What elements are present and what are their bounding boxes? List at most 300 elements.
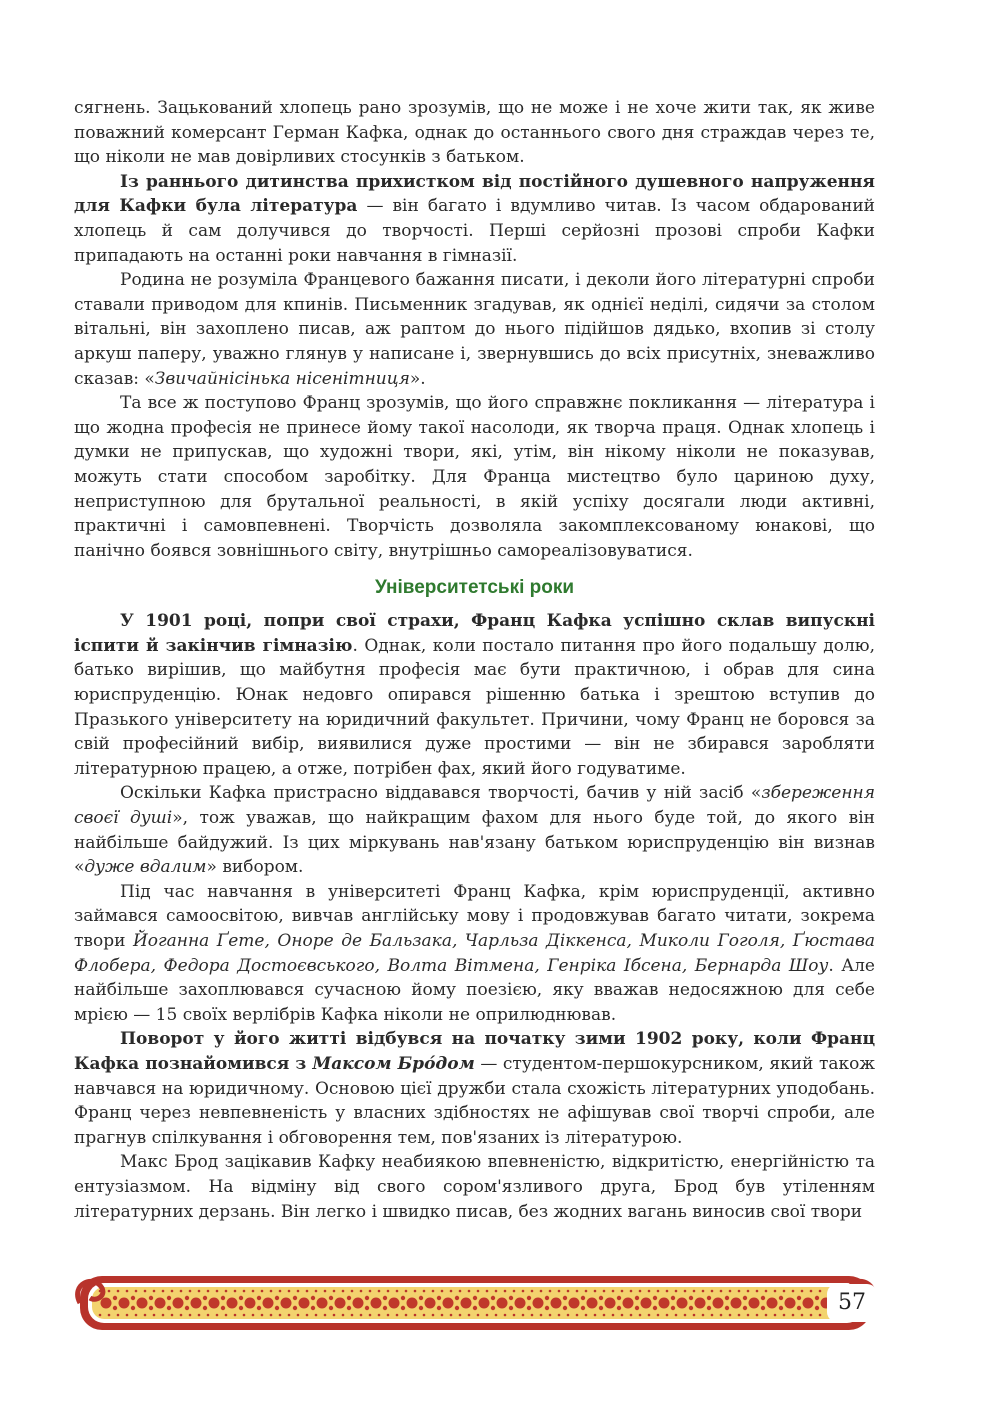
ornament-bead xyxy=(297,1314,300,1317)
text-run: Під час навчання в університеті Франц Кафка, крім юриспруденції, активно займався самоосвітою, вивчав англійську мову і продовжував багато читати, зокрема твори xyxy=(74,881,875,951)
ornament-motif xyxy=(659,1298,670,1309)
ornament-bead xyxy=(396,1314,399,1317)
ornament-bead xyxy=(729,1314,732,1317)
ornament-bead xyxy=(513,1314,516,1317)
ornament-dot xyxy=(149,1306,153,1310)
ornament-bead xyxy=(504,1290,507,1293)
ornament-motif xyxy=(623,1298,634,1309)
ornament-bead xyxy=(225,1314,228,1317)
emphasis-run: Звичайнісінька нісенітниця xyxy=(154,368,410,389)
ornament-bead xyxy=(423,1290,426,1293)
emphasis-run: Поворот у його житті відбувся на початку зими 1902 року, коли Франц Кафка познайомився з xyxy=(74,1029,875,1074)
ornament-dot xyxy=(473,1306,477,1310)
ornament-motif xyxy=(641,1298,652,1309)
ornament-bead xyxy=(801,1314,804,1317)
ornament-bead xyxy=(477,1314,480,1317)
ornament-dot xyxy=(743,1306,747,1310)
ornament-dot xyxy=(311,1306,315,1310)
ornament-bead xyxy=(108,1290,111,1293)
ornament-motif xyxy=(173,1298,184,1309)
paragraph xyxy=(74,96,875,170)
ornament-bead xyxy=(108,1314,111,1317)
ornament-dot xyxy=(545,1306,549,1310)
ornament-bead xyxy=(459,1314,462,1317)
ornament-dot xyxy=(455,1306,459,1310)
text-run: Макс Брод зацікавив Кафку неабиякою впевненістю, відкритістю, енергійністю та ентузіазмом. На відміну від свого сором'язливого друга, Брод був утіленням літературних дерзань. Він легко і швидко писав, без жодних вагань виносив свої твори xyxy=(74,1152,875,1222)
ornament-bead xyxy=(738,1290,741,1293)
ornament-bead xyxy=(216,1290,219,1293)
ornament-motif xyxy=(353,1298,364,1309)
ornament-bead xyxy=(180,1290,183,1293)
ornament-bead xyxy=(369,1314,372,1317)
paragraph xyxy=(74,391,875,563)
ornament-dot xyxy=(815,1306,819,1310)
ornament-bead xyxy=(486,1314,489,1317)
ornament-bead xyxy=(711,1314,714,1317)
ornament-dot xyxy=(239,1306,243,1310)
ornament-bead xyxy=(135,1290,138,1293)
ornament-dot xyxy=(185,1296,189,1300)
ornament-bead xyxy=(225,1290,228,1293)
ornament-bead xyxy=(585,1290,588,1293)
ornament-bead xyxy=(207,1314,210,1317)
emphasis-run: Йоганна Ґете, Оноре де Бальзака, Чарльза Діккенса, Миколи Гоголя, Ґюстава Флобера, Федора Достоєвського, Волта Вітмена, Генріка Ібсена, Бернарда Шоу xyxy=(74,931,876,976)
ornament-dot xyxy=(707,1306,711,1310)
ornament-bead xyxy=(315,1314,318,1317)
ornament-dot xyxy=(761,1296,765,1300)
ornament-bead xyxy=(288,1290,291,1293)
ornament-motif xyxy=(785,1298,796,1309)
ornament-bead xyxy=(450,1290,453,1293)
ornament-bead xyxy=(792,1290,795,1293)
ornament-bead xyxy=(252,1314,255,1317)
ornament-dot xyxy=(527,1296,531,1300)
ornament-bead xyxy=(378,1290,381,1293)
text-run: Оскільки Кафка пристрасно віддавався творчості, бачив у ній засіб « xyxy=(120,783,762,804)
ornament-bead xyxy=(522,1314,525,1317)
ornament-motif xyxy=(605,1298,616,1309)
ornament-bead xyxy=(621,1290,624,1293)
ornament-bead xyxy=(486,1290,489,1293)
ornament-bead xyxy=(171,1314,174,1317)
ornament-bead xyxy=(783,1290,786,1293)
ornament-dot xyxy=(365,1296,369,1300)
ornament-bead xyxy=(306,1314,309,1317)
ornament-dot xyxy=(167,1296,171,1300)
ornament-motif xyxy=(731,1298,742,1309)
ornament-dot xyxy=(509,1306,513,1310)
ornament-bead xyxy=(756,1290,759,1293)
ornament-bead xyxy=(765,1290,768,1293)
ornament-bead xyxy=(729,1290,732,1293)
ornament-bead xyxy=(738,1314,741,1317)
ornament-dot xyxy=(725,1306,729,1310)
ornament-motif xyxy=(371,1298,382,1309)
ornament-bead xyxy=(630,1290,633,1293)
ornament-dot xyxy=(635,1306,639,1310)
ornament-dot xyxy=(581,1296,585,1300)
ornament-bead xyxy=(162,1314,165,1317)
ornament-dot xyxy=(221,1296,225,1300)
ornament-motif xyxy=(497,1298,508,1309)
ornament-dot xyxy=(239,1296,243,1300)
ornament-bead xyxy=(414,1314,417,1317)
paragraph xyxy=(74,268,875,391)
text-run: сягнень. Зацькований хлопець рано зрозумів, що не може і не хоче жити так, як живе поважний комерсант Герман Кафка, однак до останнього свого дня страждав через те, що ніколи не мав довірливих стосунків з батьком. xyxy=(74,98,875,168)
ornament-dot xyxy=(131,1296,135,1300)
ornament-dot xyxy=(257,1296,261,1300)
ornament-bead xyxy=(810,1290,813,1293)
ornament-dot xyxy=(437,1296,441,1300)
ornament-bead xyxy=(189,1314,192,1317)
ornament-bead xyxy=(702,1314,705,1317)
ornament-dot xyxy=(293,1306,297,1310)
emphasis-run: У 1901 році, попри свої страхи, Франц Кафка успішно склав випускні іспити й закінчив гімназію xyxy=(74,611,875,656)
ornament-bead xyxy=(351,1290,354,1293)
ornament-bead xyxy=(468,1314,471,1317)
ornament-bead xyxy=(576,1314,579,1317)
ornament-dot xyxy=(365,1306,369,1310)
text-run: », тож уважав, що найкращим фахом для нього буде той, до якого він найбільше байдужий. Із цих міркувань нав'язану батьком юриспруденцію він визнав « xyxy=(74,808,875,878)
text-run: — він багато і вдумливо читав. Із часом обдарований хлопець й сам долучився до творчості. Перші серйозні прозові спроби Кафки припадають на останні роки навчання в гімназії. xyxy=(74,196,875,266)
ornament-dot xyxy=(797,1306,801,1310)
ornament-bead xyxy=(684,1314,687,1317)
ornament-dot xyxy=(815,1296,819,1300)
ornament-bead xyxy=(198,1290,201,1293)
ornament-bead xyxy=(675,1314,678,1317)
ornament-bead xyxy=(261,1290,264,1293)
ornament-bead xyxy=(720,1290,723,1293)
ornament-bead xyxy=(324,1290,327,1293)
ornament-dot xyxy=(707,1296,711,1300)
ornament-bead xyxy=(666,1290,669,1293)
ornament-motif xyxy=(137,1298,148,1309)
ornament-dot xyxy=(671,1296,675,1300)
ornament-bead xyxy=(387,1314,390,1317)
ornament-bead xyxy=(144,1314,147,1317)
ornament-dot xyxy=(275,1296,279,1300)
ornament-bead xyxy=(765,1314,768,1317)
ornament-band xyxy=(74,1270,877,1336)
ornament-bead xyxy=(243,1290,246,1293)
ornament-bead xyxy=(495,1290,498,1293)
paragraph xyxy=(74,170,875,268)
ornament-motif xyxy=(461,1298,472,1309)
ornament-dot xyxy=(545,1296,549,1300)
ornament-bead xyxy=(774,1314,777,1317)
ornament-bead xyxy=(117,1314,120,1317)
ornament-motif xyxy=(227,1298,238,1309)
ornament-bead xyxy=(612,1290,615,1293)
section-heading: Університетські роки xyxy=(374,577,575,599)
ornament-motif xyxy=(587,1298,598,1309)
ornament-bead xyxy=(594,1290,597,1293)
ornament-dot xyxy=(275,1306,279,1310)
ornament-bead xyxy=(360,1290,363,1293)
ornament-bead xyxy=(369,1290,372,1293)
ornament-bead xyxy=(666,1314,669,1317)
ornament-motif xyxy=(569,1298,580,1309)
text-run: . Однак, коли постало питання про його подальшу долю, батько вирішив, що майбутня професія має бути практичною, і обрав для сина юриспруденцію. Юнак недовго опирався рішенню батька і зрештою вступив до Празького університету на юридичний факультет. Причини, чому Франц не боровся за свій професійний вибір, виявилися дуже простими — він не збирався заробляти літературною працею, а отже, потрібен фах, який його годуватиме. xyxy=(74,635,875,779)
ornament-motif xyxy=(425,1298,436,1309)
ornament-bead xyxy=(405,1290,408,1293)
ornament-bead xyxy=(423,1314,426,1317)
ornament-dot xyxy=(761,1306,765,1310)
ornament-bead xyxy=(306,1290,309,1293)
emphasis-run: збереження своєї душі xyxy=(74,783,875,829)
ornament-bead xyxy=(558,1290,561,1293)
page-body xyxy=(74,96,875,1224)
ornament-bead xyxy=(468,1290,471,1293)
ornament-bead xyxy=(576,1290,579,1293)
ornament-bead xyxy=(531,1290,534,1293)
emphasis-run: дуже вдалим xyxy=(84,857,207,878)
ornament-motif xyxy=(335,1298,346,1309)
ornament-bead xyxy=(180,1314,183,1317)
ornament-bead xyxy=(747,1290,750,1293)
ornament-dot xyxy=(599,1296,603,1300)
ornament-bead xyxy=(513,1290,516,1293)
ornament-dot xyxy=(743,1296,747,1300)
ornament-bead xyxy=(693,1290,696,1293)
ornament-motif xyxy=(749,1298,760,1309)
ornament-bead xyxy=(783,1314,786,1317)
ornament-dot xyxy=(779,1306,783,1310)
ornament-dot xyxy=(725,1296,729,1300)
ornament-bead xyxy=(756,1314,759,1317)
ornament-bead xyxy=(378,1314,381,1317)
ornament-bead xyxy=(342,1290,345,1293)
ornament-bead xyxy=(675,1290,678,1293)
ornament-dot xyxy=(599,1306,603,1310)
ornament-dot xyxy=(347,1306,351,1310)
ornament-bead xyxy=(603,1314,606,1317)
ornament-bead xyxy=(549,1290,552,1293)
text-block-bottom xyxy=(74,609,875,1224)
ornament-dot xyxy=(689,1306,693,1310)
ornament-motif xyxy=(119,1298,130,1309)
ornament-bead xyxy=(801,1290,804,1293)
ornament-motif xyxy=(713,1298,724,1309)
ornament-dot xyxy=(653,1296,657,1300)
ornament-motif xyxy=(245,1298,256,1309)
ornament-dot xyxy=(617,1306,621,1310)
ornament-dot xyxy=(203,1296,207,1300)
ornament-dot xyxy=(401,1306,405,1310)
ornament-bead xyxy=(684,1290,687,1293)
ornament-motif xyxy=(443,1298,454,1309)
ornament-motif xyxy=(209,1298,220,1309)
ornament-bead xyxy=(477,1290,480,1293)
ornament-bead xyxy=(504,1314,507,1317)
ornament-bead xyxy=(549,1314,552,1317)
text-run: » вибором. xyxy=(206,857,304,878)
ornament-dot xyxy=(797,1296,801,1300)
ornament-dot xyxy=(635,1296,639,1300)
ornament-motif xyxy=(155,1298,166,1309)
ornament-bead xyxy=(657,1314,660,1317)
ornament-dot xyxy=(617,1296,621,1300)
ornament-bead xyxy=(540,1290,543,1293)
ornament-bead xyxy=(648,1290,651,1293)
ornament-motif xyxy=(479,1298,490,1309)
ornament-bead xyxy=(162,1290,165,1293)
ornament-bead xyxy=(693,1314,696,1317)
text-run: Та все ж поступово Франц зрозумів, що його справжнє покликання — література і що жодна професія не принесе йому такої насолоди, як творча праця. Однак хлопець і думки не припускав, що художні твори, які, утім, він нікому ніколи не показував, можуть стати способом заробітку. Для Франца мистецтво було цариною духу, неприступною для брутальної реальності, в якій успіху досягали люди активні, практичні і самовпевнені. Творчість дозволяла закомплексованому юнакові, що панічно боявся зовнішнього світу, внутрішньо самореалізовуватися. xyxy=(74,393,875,561)
ornament-bead xyxy=(630,1314,633,1317)
ornament-bead xyxy=(603,1290,606,1293)
ornament-dot xyxy=(185,1306,189,1310)
paragraph xyxy=(74,1027,875,1150)
ornament-bead xyxy=(531,1314,534,1317)
ornament-dot xyxy=(149,1296,153,1300)
ornament-bead xyxy=(540,1314,543,1317)
ornament-motif xyxy=(803,1298,814,1309)
ornament-bead xyxy=(198,1314,201,1317)
emphasis-run: Із раннього дитинства прихистком від постійного душевного напруження для Кафки була література xyxy=(74,171,875,217)
ornament-dot xyxy=(257,1306,261,1310)
ornament-bead xyxy=(270,1290,273,1293)
ornament-bead xyxy=(396,1290,399,1293)
ornament-bead xyxy=(297,1290,300,1293)
ornament-bead xyxy=(657,1290,660,1293)
ornament-dot xyxy=(383,1296,387,1300)
ornament-motif xyxy=(191,1298,202,1309)
ornament-bead xyxy=(216,1314,219,1317)
ornament-dot xyxy=(509,1296,513,1300)
ornament-motif xyxy=(533,1298,544,1309)
ornament-bead xyxy=(189,1290,192,1293)
emphasis-run: Максом Бро́дом xyxy=(312,1053,475,1074)
ornament-bead xyxy=(720,1314,723,1317)
ornament-bead xyxy=(459,1290,462,1293)
ornament-dot xyxy=(491,1306,495,1310)
ornament-dot xyxy=(563,1306,567,1310)
ornament-dot xyxy=(401,1296,405,1300)
ornament-motif xyxy=(317,1298,328,1309)
ornament-bead xyxy=(234,1314,237,1317)
ornament-motif xyxy=(767,1298,778,1309)
ornament-motif xyxy=(299,1298,310,1309)
text-run: ». xyxy=(409,368,426,389)
ornament-dot xyxy=(563,1296,567,1300)
paragraph xyxy=(74,1150,875,1224)
ornament-motif xyxy=(389,1298,400,1309)
ornament-bead xyxy=(207,1290,210,1293)
ornament-bead xyxy=(99,1314,102,1317)
ornament-bead xyxy=(153,1314,156,1317)
ornament-dot xyxy=(329,1296,333,1300)
ornament-dot xyxy=(131,1306,135,1310)
ornament-bead xyxy=(639,1314,642,1317)
ornament-bead xyxy=(126,1290,129,1293)
ornament-bead xyxy=(261,1314,264,1317)
ornament-bead xyxy=(441,1290,444,1293)
ornament-bead xyxy=(747,1314,750,1317)
paragraph xyxy=(74,609,875,781)
ornament-bead xyxy=(270,1314,273,1317)
ornament-bead xyxy=(774,1290,777,1293)
ornament-bead xyxy=(126,1314,129,1317)
ornament-dot xyxy=(581,1306,585,1310)
page-number: 57 xyxy=(827,1284,877,1322)
ornament-motif xyxy=(677,1298,688,1309)
ornament-bead xyxy=(702,1290,705,1293)
ornament-dot xyxy=(437,1306,441,1310)
ornament-motif xyxy=(263,1298,274,1309)
ornament-bead xyxy=(342,1314,345,1317)
ornament-dot xyxy=(779,1296,783,1300)
ornament-motif xyxy=(515,1298,526,1309)
ornament-bead xyxy=(594,1314,597,1317)
ornament-bead xyxy=(612,1314,615,1317)
text-block-top xyxy=(74,96,875,563)
ornament-bead xyxy=(135,1314,138,1317)
ornament-bead xyxy=(117,1290,120,1293)
ornament-bead xyxy=(333,1314,336,1317)
text-run: — студентом-першокурсником, який також навчався на юридичному. Основою цієї дружби стала схожість літературних уподобань. Франц через невпевненість у власних здібностях не афішував свої творчі спроби, але прагнув спілкування і обговорення тем, пов'язаних із літературою. xyxy=(74,1053,875,1148)
ornament-bead xyxy=(405,1314,408,1317)
ornament-dot xyxy=(167,1306,171,1310)
ornament-dot xyxy=(455,1296,459,1300)
ornament-bead xyxy=(621,1314,624,1317)
ornament-bead xyxy=(639,1290,642,1293)
ornament-bead xyxy=(819,1290,822,1293)
ornament-dot xyxy=(113,1296,117,1300)
ornament-bead xyxy=(243,1314,246,1317)
ornamental-footer xyxy=(74,1270,877,1336)
ornament-bead xyxy=(99,1290,102,1293)
ornament-bead xyxy=(333,1290,336,1293)
ornament-bead xyxy=(450,1314,453,1317)
ornament-bead xyxy=(414,1290,417,1293)
ornament-bead xyxy=(522,1290,525,1293)
ornament-bead xyxy=(567,1314,570,1317)
ornament-bead xyxy=(711,1290,714,1293)
paragraph xyxy=(74,880,875,1028)
ornament-dot xyxy=(221,1306,225,1310)
ornament-bead xyxy=(567,1290,570,1293)
ornament-dot xyxy=(203,1306,207,1310)
ornament-bead xyxy=(288,1314,291,1317)
ornament-bead xyxy=(252,1290,255,1293)
ornament-bead xyxy=(153,1290,156,1293)
ornament-bead xyxy=(585,1314,588,1317)
ornament-dot xyxy=(347,1296,351,1300)
ornament-motif xyxy=(551,1298,562,1309)
ornament-bead xyxy=(432,1314,435,1317)
ornament-dot xyxy=(689,1296,693,1300)
ornament-dot xyxy=(527,1306,531,1310)
ornament-dot xyxy=(671,1306,675,1310)
ornament-dot xyxy=(491,1296,495,1300)
ornament-bead xyxy=(441,1314,444,1317)
ornament-dot xyxy=(419,1306,423,1310)
ornament-bead xyxy=(279,1290,282,1293)
ornament-dot xyxy=(653,1306,657,1310)
ornament-bead xyxy=(810,1314,813,1317)
ornament-bead xyxy=(819,1314,822,1317)
ornament-bead xyxy=(432,1290,435,1293)
text-run: . Але найбільше захоплювався сучасною йому поезією, яку вважав недосяжною для себе мрією — 15 своїх верлібрів Кафка ніколи не оприлюднював. xyxy=(74,955,875,1025)
ornament-motif xyxy=(281,1298,292,1309)
ornament-dot xyxy=(473,1296,477,1300)
ornament-motif xyxy=(101,1298,112,1309)
ornament-motif xyxy=(407,1298,418,1309)
ornament-bead xyxy=(360,1314,363,1317)
ornament-bead xyxy=(324,1314,327,1317)
ornament-dot xyxy=(419,1296,423,1300)
